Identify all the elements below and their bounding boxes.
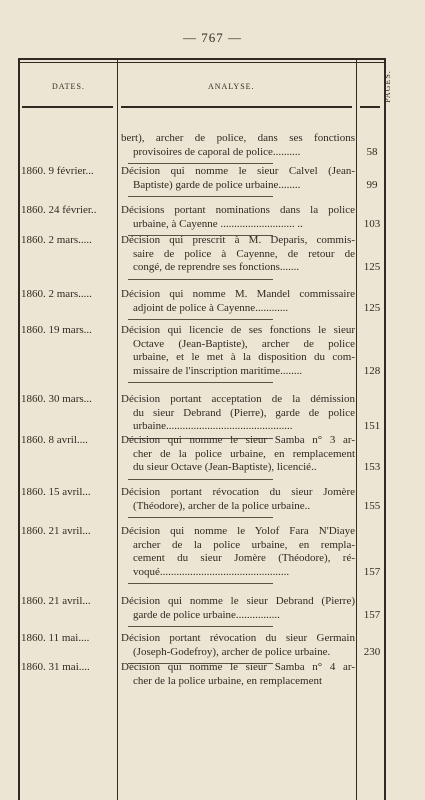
entry-analysis <box>121 132 355 159</box>
entry-analysis <box>121 661 355 688</box>
analysis-line: (Théodore), archer de la police urbaine.. <box>133 499 311 512</box>
entry-date: 1860. 24 février.. <box>21 204 97 216</box>
analysis-line: Décision qui nomme le sieur Calvel (Jean- <box>121 165 355 177</box>
entry-page: 103 <box>363 217 381 230</box>
top-rule <box>18 58 386 60</box>
entry-date: 1860. 2 mars..... <box>21 288 92 300</box>
entry-page: 125 <box>363 301 381 314</box>
entry-analysis <box>121 165 355 192</box>
analysis-line: voqué............................................... <box>133 565 290 578</box>
entry-date: 1860. 30 mars... <box>21 393 92 405</box>
analysis-line: garde de police urbaine................ <box>133 608 280 621</box>
entry-analysis <box>121 595 355 622</box>
analysis-line: Décision portant révocation du sieur Germain <box>121 632 355 644</box>
analysis-line: missaire de l'inscription maritime........ <box>133 364 303 377</box>
entry-analysis <box>121 288 355 315</box>
analysis-line: Décision qui nomme le sieur Samba n° 3 ar- <box>121 434 355 446</box>
analysis-line: cement du sieur Jomère (Théodore), ré- <box>133 552 355 564</box>
analysis-line: urbaine, et le met à la disposition du com- <box>133 351 355 363</box>
analysis-line: saire de police à Cayenne, de retour de <box>133 247 355 260</box>
analysis-line: adjoint de police à Cayenne............ <box>133 301 289 314</box>
entry-page: 99 <box>366 178 378 191</box>
entry-separator <box>128 163 273 164</box>
column-divider-dates <box>117 58 118 800</box>
entry-date: 1860. 21 avril... <box>21 595 91 607</box>
analysis-line: bert), archer de police, dans ses fonctions <box>121 132 355 144</box>
column-divider-pages <box>356 58 357 800</box>
entry-date: 1860. 8 avril.... <box>21 434 88 446</box>
header-dates: DATES. <box>52 82 85 91</box>
entry-date: 1860. 2 mars..... <box>21 234 92 246</box>
index-table <box>18 58 392 800</box>
entry-analysis <box>121 393 355 434</box>
entry-page: 151 <box>363 420 381 432</box>
header-pages: PAGES. <box>382 70 392 103</box>
entry-page: 128 <box>363 364 381 377</box>
header-rule-pages <box>360 106 380 108</box>
entry-separator <box>128 517 273 518</box>
entry-separator <box>128 583 273 584</box>
entry-separator <box>128 319 273 320</box>
entry-page: 58 <box>366 145 378 158</box>
analysis-line: Décision qui prescrit à M. Deparis, commis- <box>121 234 355 246</box>
entry-date: 1860. 11 mai.... <box>21 632 90 644</box>
header-rule-dates <box>22 106 113 108</box>
entry-separator <box>128 479 273 480</box>
entry-separator <box>128 626 273 627</box>
analysis-line: du sieur Debrand (Pierre), garde de police <box>133 406 355 419</box>
entry-analysis <box>121 434 355 475</box>
analysis-line: Décision qui nomme M. Mandel commissaire <box>121 288 355 300</box>
analysis-line: archer de la police urbaine, en rempla- <box>133 538 355 551</box>
analysis-line: Octave (Jean-Baptiste), archer de police <box>133 337 355 350</box>
analysis-line: Décision qui licencie de ses fonctions le sieur <box>121 324 355 336</box>
entry-page: 157 <box>363 565 381 578</box>
analysis-line: Décision qui nomme le sieur Samba n° 4 ar- <box>121 661 355 673</box>
analysis-line: Décision qui nomme le Yolof Fara N'Diaye <box>121 525 355 537</box>
analysis-line: Décision qui nomme le sieur Debrand (Pierre) <box>121 595 355 607</box>
analysis-line: (Joseph-Godefroy), archer de police urbaine. <box>133 645 331 658</box>
entry-date: 1860. 31 mai.... <box>21 661 90 673</box>
analysis-line: Décisions portant nominations dans la police <box>121 204 355 216</box>
analysis-line: Décision portant acceptation de la démission <box>121 393 355 405</box>
analysis-line: du sieur Octave (Jean-Baptiste), licencié.. <box>133 461 317 473</box>
top-rule-thin <box>18 62 386 63</box>
header-analyse: ANALYSE. <box>208 82 255 91</box>
entry-analysis <box>121 525 355 579</box>
left-border <box>18 58 20 800</box>
entry-date: 1860. 19 mars... <box>21 324 92 336</box>
analysis-line: urbaine.............................................. <box>133 420 293 432</box>
entry-analysis <box>121 324 355 378</box>
analysis-line: cher de la police urbaine, en remplacement <box>133 674 323 687</box>
entry-separator <box>128 279 273 280</box>
header-rule-analyse <box>121 106 352 108</box>
entry-date: 1860. 15 avril... <box>21 486 91 498</box>
entry-page: 157 <box>363 608 381 621</box>
analysis-line: cher de la police urbaine, en remplacement <box>133 447 355 460</box>
page-number: — 767 — <box>183 30 242 45</box>
analysis-line: Décision portant révocation du sieur Jomère <box>121 486 355 498</box>
entry-analysis <box>121 234 355 275</box>
entry-page: 230 <box>363 645 381 658</box>
entry-separator <box>128 382 273 383</box>
entry-page: 153 <box>363 461 381 473</box>
entry-page: 155 <box>363 499 381 512</box>
entry-date: 1860. 21 avril... <box>21 525 91 537</box>
analysis-line: provisoires de caporal de police.......... <box>133 145 301 158</box>
analysis-line: urbaine, à Cayenne ........................... .. <box>133 217 303 230</box>
entry-separator <box>128 196 273 197</box>
entry-analysis <box>121 632 355 659</box>
entry-analysis <box>121 204 355 231</box>
entry-analysis <box>121 486 355 513</box>
analysis-line: Baptiste) garde de police urbaine........ <box>133 178 301 191</box>
analysis-line: congé, de reprendre ses fonctions....... <box>133 261 300 273</box>
entry-page: 125 <box>363 261 381 273</box>
entry-date: 1860. 9 février... <box>21 165 94 177</box>
